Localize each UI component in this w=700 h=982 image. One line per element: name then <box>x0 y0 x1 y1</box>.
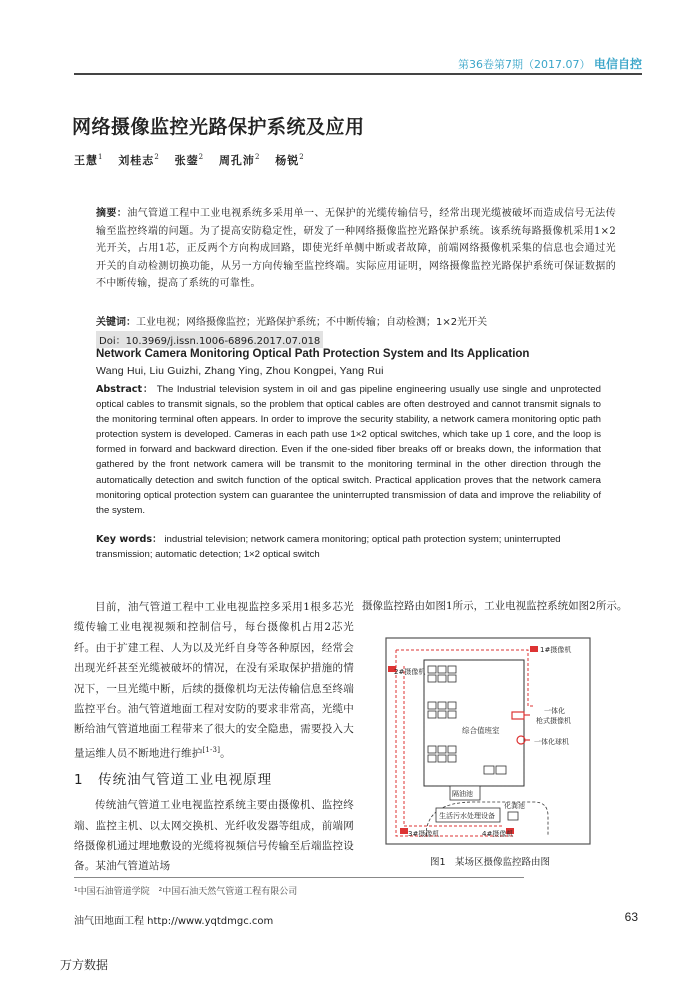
camera-1-label: 1#摄像机 <box>540 646 572 654</box>
page-number: 63 <box>624 910 638 924</box>
english-abstract-label: Abstract： <box>96 384 154 395</box>
body-right-column <box>362 597 632 616</box>
affiliation-footnote: ¹中国石油管道学院 ²中国石油天然气管道工程有限公司 <box>74 887 298 897</box>
bullet-camera-legend: 一体化 枪式摄像机 <box>536 707 571 725</box>
camera-2-label: 2#摄像机 <box>394 668 426 676</box>
camera-route-figure <box>364 636 632 850</box>
author-name: 张蓥 <box>174 154 199 167</box>
author-name: 刘桂志 <box>118 154 155 167</box>
english-abstract-text: The Industrial television system in oil and gas pipeline engineering usually use single and unprotected optical cables to transmit signals, so the problem that optical cables are often destroyed and cannot transmit signals to the monitoring terminal often appears. In order to improve the security stability, a network camera monitoring optic path protection system is developed. Cameras in each path use 1×2 optical switches, which take up 1 core, and the loop is formed in forward and backward direction. Even if the one-sided fiber breaks off or breaks down, the information that gathered by the front network camera will be transmit to the monitoring terminal in the other direction through the automatically detection and switch function of the optical switch. Practical application proves that the network camera monitoring optical protection system can guarantee the uninterrupted transmission of data and improve the reliability of the system. <box>96 384 601 516</box>
body-paragraph: 目前，油气管道工程中工业电视监控多采用1根多芯光缆传输工业电视视频和控制信号，每台摄像机占用2芯光纤。由于扩建工程、人为以及光纤自身等各种原因，经常会出现光纤甚至光缆被破坏的情况，在没有采取保护措施的情况下，一旦光缆中断，后续的摄像机均无法传输信息至终端监控平台。油气管道地面工程对安防的要求非常高，光缆中断给油气管道地面工程带来了很大的安全隐患，需要投入大量运维人员不断地进行维护[1-3]。 <box>74 601 354 760</box>
sewage-label: 生活污水处理设备 <box>439 812 495 820</box>
article-title: 网络摄像监控光路保护系统及应用 <box>72 116 365 138</box>
septic-tank <box>508 812 518 820</box>
citation-ref: [1-3] <box>202 745 221 754</box>
keywords-text: 工业电视；网络摄像监控；光路保护系统；不中断传输；自动检测；1×2光开关 <box>136 317 488 328</box>
author-name: 周孔沛 <box>218 154 255 167</box>
journal-footer: 油气田地面工程 http://www.yqtdmgc.com <box>74 916 274 927</box>
abstract-cn <box>96 205 616 293</box>
english-keywords <box>96 532 601 563</box>
english-abstract <box>96 382 601 518</box>
author-name: 王慧 <box>74 154 98 167</box>
septic-label: 化粪池 <box>504 802 525 810</box>
footnote-divider <box>74 877 524 878</box>
section-heading: 1 传统油气管道工业电视原理 <box>74 771 273 788</box>
figure-caption: 图1 某场区摄像监控路由图 <box>430 857 551 868</box>
doi: Doi：10.3969/j.issn.1006-6896.2017.07.018 <box>96 331 323 348</box>
settling-pond-label: 隔油池 <box>452 790 473 798</box>
journal-header <box>458 55 642 72</box>
camera-3-label: 3#摄像机 <box>408 830 440 838</box>
author-list: 王慧$^1$ 刘桂志$^2$ 张蓥$^2$ 周孔沛$^2$ 杨锐$^2$ <box>74 153 305 167</box>
body-left-column <box>74 597 354 877</box>
english-keywords-label: Key words： <box>96 534 162 545</box>
header-divider <box>74 73 642 75</box>
english-authors: Wang Hui, Liu Guizhi, Zhang Ying, Zhou Kongpei, Yang Rui <box>96 365 384 377</box>
author-name: 杨锐 <box>275 154 300 167</box>
english-title: Network Camera Monitoring Optical Path Protection System and Its Application <box>96 348 530 360</box>
abstract-text: 油气管道工程中工业电视系统多采用单一、无保护的光缆传输信号，经常出现光缆被破坏而造成信号无法传输至监控终端的问题。为了提高安防稳定性，研发了一种网络摄像监控光路保护系统。该系统每路摄像机采用1×2光开关，占用1芯，正反两个方向构成回路，即使光纤单侧中断或者故障，前端网络摄像机采集的信息也会通过光开关的自动检测切换功能，从另一方向传输至监控终端。实际应用证明，网络摄像监控光路保护系统可保证数据的不中断传输，提高了系统的可靠性。 <box>96 208 616 290</box>
body-paragraph: 摄像监控路由如图1所示，工业电视监控系统如图2所示。 <box>362 600 628 612</box>
keywords-label: 关键词： <box>96 317 136 328</box>
camera-3-icon <box>400 828 408 834</box>
dome-camera-legend: 一体化球机 <box>534 738 569 746</box>
abstract-label: 摘要： <box>96 208 128 219</box>
camera-4-label: 4#摄像机 <box>482 830 514 838</box>
english-keywords-text: industrial television; network camera monitoring; optical path protection system; uninterrupted transmission; automatic detection; 1×2 optical switch <box>96 534 561 561</box>
keywords-cn <box>96 313 626 328</box>
body-paragraph: 传统油气管道工业电视监控系统主要由摄像机、监控终端、监控主机、以太网交换机、光纤收发器等组成，前端网络摄像机通过埋地敷设的光缆将视频信号传输至后端监控设备。某油气管道站场 <box>74 799 354 873</box>
control-room-label: 综合值班室 <box>462 726 500 735</box>
camera-1-icon <box>530 646 538 652</box>
journal-brand: 电信自控 <box>593 57 642 71</box>
wanfang-watermark: 万方数据 <box>60 958 109 972</box>
issue-info: 第36卷第7期（2017.07） <box>458 58 591 71</box>
